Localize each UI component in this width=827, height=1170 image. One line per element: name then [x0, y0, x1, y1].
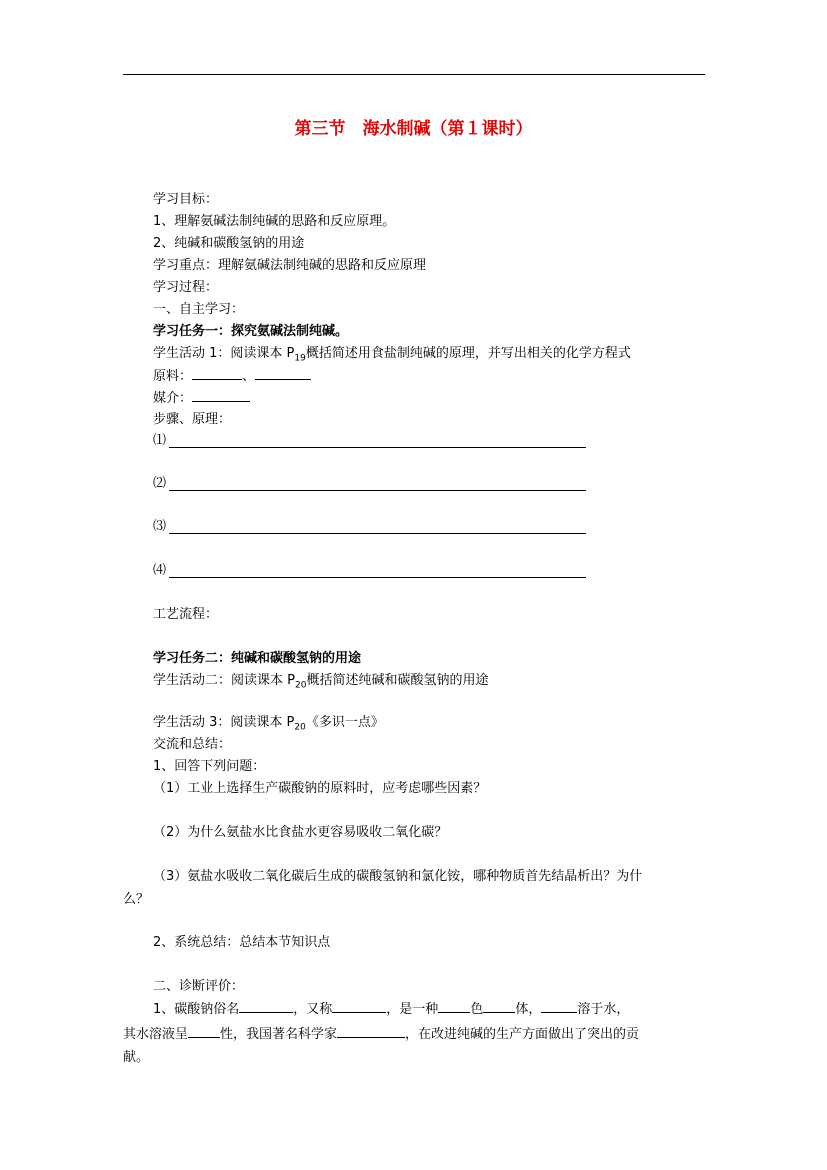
page-title: 第三节 海水制碱（第１课时）: [294, 119, 533, 139]
step-4-blank[interactable]: [169, 577, 586, 578]
activity-2: [153, 672, 488, 695]
question-2: （2）为什么氨盐水比食盐水更容易吸收二氧化碳？: [153, 825, 448, 840]
header-rule: [123, 74, 705, 75]
step-2-blank[interactable]: [169, 490, 586, 491]
activity-3: [153, 714, 384, 737]
task-2: 学习任务二：纯碱和碳酸氢钠的用途: [153, 651, 362, 666]
goal-2: 2、纯碱和碳酸氢钠的用途: [153, 236, 305, 251]
step-2-label: ⑵: [153, 476, 167, 491]
activity-2-post: 概括简述纯碱和碳酸氢钠的用途: [306, 673, 489, 688]
question-3-line-1: （3）氨盐水吸收二氧化碳后生成的碳酸氢钠和氯化铵，哪种物质首先结晶析出？为什: [153, 869, 643, 884]
medium-line: [153, 389, 250, 408]
exchange-heading: 交流和总结：: [153, 737, 232, 752]
step-1-label: ⑴: [153, 433, 167, 448]
summary: 2、系统总结：总结本节知识点: [153, 935, 331, 950]
process-heading: 学习过程：: [153, 280, 219, 295]
diag-text-f: 溶于水，: [577, 1002, 630, 1017]
diag-text-h: 性，我国著名科学家: [220, 1027, 338, 1042]
raw-material-line: [153, 367, 311, 386]
goals-heading: 学习目标：: [153, 192, 219, 207]
raw-label: 原料：: [153, 369, 193, 384]
step-3-blank[interactable]: [169, 533, 586, 534]
diag-blank-1[interactable]: [239, 1000, 293, 1013]
activity-1-pre: 学生活动 1：阅读课本 P: [153, 346, 295, 361]
activity-3-post: 《多识一点》: [305, 715, 384, 730]
activity-1-post: 概括简述用食盐制纯碱的原理，并写出相关的化学方程式: [305, 346, 631, 361]
step-3-label: ⑶: [153, 519, 167, 534]
activity-3-pre: 学生活动 3：阅读课本 P: [153, 715, 295, 730]
diag-text-g: 其水溶液呈: [123, 1027, 189, 1042]
activity-1: [153, 345, 631, 368]
question-3-line-2: 么？: [123, 892, 150, 907]
activity-2-pre: 学生活动二：阅读课本 P: [153, 673, 295, 688]
diag-line-2: [123, 1025, 639, 1044]
diag-blank-5[interactable]: [541, 1000, 577, 1013]
flow-heading: 工艺流程：: [153, 607, 219, 622]
step-1-blank[interactable]: [169, 447, 586, 448]
activity-2-page: 20: [294, 680, 307, 691]
diag-text-c: ，是一种: [386, 1002, 439, 1017]
task-1: 学习任务一：探究氨碱法制纯碱。: [153, 324, 349, 339]
diag-blank-4[interactable]: [483, 1000, 515, 1013]
diag-blank-6[interactable]: [188, 1025, 220, 1038]
diag-line-3: 献。: [123, 1050, 150, 1065]
section-1: 一、自主学习：: [153, 302, 245, 317]
diag-blank-2[interactable]: [332, 1000, 386, 1013]
steps-label: 步骤、原理：: [153, 412, 232, 427]
diag-text-d: 色: [470, 1002, 484, 1017]
diag-text-a: 1、碳酸钠俗名: [153, 1002, 240, 1017]
diag-line-1: [153, 1000, 629, 1019]
question-heading: 1、回答下列问题：: [153, 759, 266, 774]
question-1: （1）工业上选择生产碳酸钠的原料时，应考虑哪些因素？: [153, 781, 487, 796]
activity-1-page: 19: [294, 353, 306, 364]
medium-blank[interactable]: [192, 389, 250, 402]
medium-label: 媒介：: [153, 391, 193, 406]
diag-text-e: 体，: [515, 1002, 542, 1017]
step-4-label: ⑷: [153, 563, 167, 578]
diag-blank-3[interactable]: [438, 1000, 470, 1013]
section-2: 二、诊断评价：: [153, 979, 245, 994]
diag-blank-7[interactable]: [337, 1025, 405, 1038]
raw-blank-1[interactable]: [192, 367, 242, 380]
diag-text-b: ，又称: [293, 1002, 333, 1017]
diag-text-i: ，在改进纯碱的生产方面做出了突出的贡: [405, 1027, 640, 1042]
key-point: 学习重点：理解氨碱法制纯碱的思路和反应原理: [153, 258, 427, 273]
raw-sep: 、: [242, 369, 256, 384]
activity-3-page: 20: [294, 722, 306, 733]
goal-1: 1、理解氨碱法制纯碱的思路和反应原理。: [153, 214, 396, 229]
raw-blank-2[interactable]: [255, 367, 311, 380]
